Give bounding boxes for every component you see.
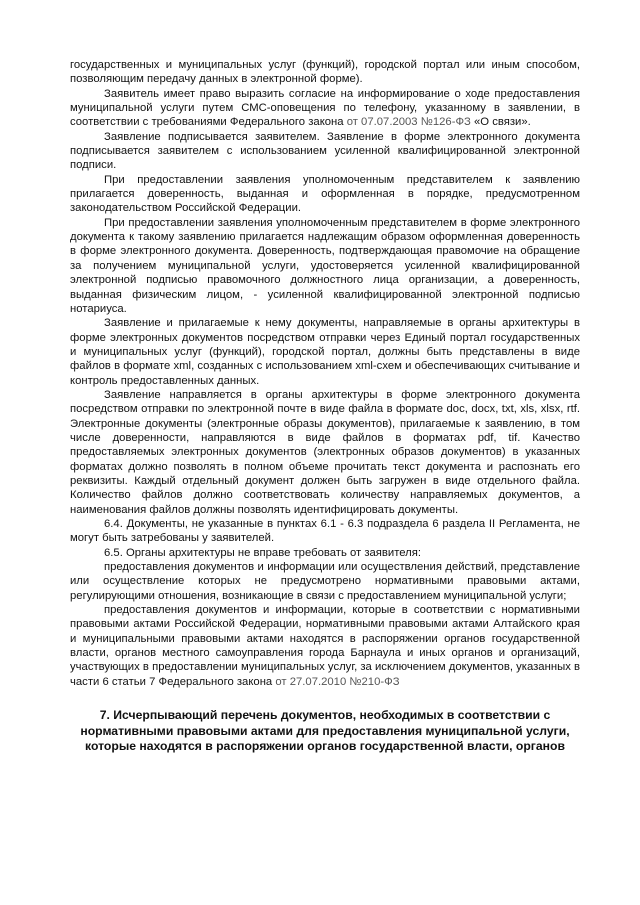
paragraph-6: Заявление и прилагаемые к нему документы, направляемые в органы архитектуры в форме электронных документов посредством отправки через Единый портал государственных и муниципальных услуг (функций), городской портал, должны быть представлены в виде файлов в формате xml, созданных с использованием xml-схем и обеспечивающих считывание и контроль предоставленных данных.: [70, 317, 580, 387]
paragraph-4: При предоставлении заявления уполномоченным представителем к заявлению прилагается доверенность, выданная и оформленная в порядке, предусмотренном законодательством Российской Федерации.: [70, 173, 580, 215]
document-page: [70, 58, 580, 755]
law-reference-link[interactable]: от 27.07.2010 №210-ФЗ: [275, 675, 400, 688]
paragraph-11: предоставления документов и информации, которые в соответствии с нормативными правовыми актами Российской Федерации, нормативными правовыми актами Алтайского края и муниципальными правовыми актами находятся в распоряжении органов государственной власти, органов местного самоуправления города Барнаула и иных органов и организаций, участвующих в предоставлении муниципальных услуг, за исключением документов, указанных в части 6 статьи 7 Федерального закона от 27.07.2010 №210-ФЗ: [70, 604, 580, 688]
section-heading: 7. Исчерпывающий перечень документов, необходимых в соответствии с нормативными правовыми актами для предоставления муниципальной услуги, которые находятся в распоряжении органов государственной власти, органов: [80, 708, 570, 754]
paragraph-7: Заявление направляется в органы архитектуры в форме электронного документа посредством отправки по электронной почте в виде файла в формате doc, docx, txt, xls, xlsx, rtf. Электронные документы (электронные образы документов), прилагаемые к заявлению, в том числе доверенности, направляются в виде файлов в форматах pdf, tif. Качество предоставляемых электронных документов (электронных образов документов) в указанных форматах должно позволять в полном объеме прочитать текст документа и распознать его реквизиты. Каждый отдельный документ должен быть загружен в виде отдельного файла. Количество файлов должно соответствовать количеству направляемых документов, а наименования файлов должны позволять идентифицировать документы.: [70, 388, 580, 516]
paragraph-2: Заявитель имеет право выразить согласие на информирование о ходе предоставления муниципальной услуги путем СМС-оповещения по телефону, указанному в заявлении, в соответствии с требованиями Федерального закона от 07.07.2003 №126-ФЗ «О связи».: [70, 87, 580, 129]
paragraph-5: При предоставлении заявления уполномоченным представителем в форме электронного документа к такому заявлению прилагается надлежащим образом оформленная доверенность в форме электронного документа. Доверенность, подтверждающая правомочие на обращение за получением муниципальной услуги, удостоверяется усиленной квалифицированной электронной подписью правомочного должностного лица организации, а доверенность, выданная физическим лицом, - усиленной квалифицированной электронной подписью нотариуса.: [70, 216, 580, 315]
paragraph-3: Заявление подписывается заявителем. Заявление в форме электронного документа подписывается заявителем с использованием усиленной квалифицированной электронной подписи.: [70, 130, 580, 172]
law-reference-link[interactable]: от 07.07.2003 №126-ФЗ: [346, 116, 471, 129]
paragraph-1: государственных и муниципальных услуг (функций), городской портал или иным способом, позволяющим передачу данных в электронной форме).: [70, 59, 580, 86]
paragraph-9: 6.5. Органы архитектуры не вправе требовать от заявителя:: [104, 546, 422, 559]
paragraph-10: предоставления документов и информации или осуществления действий, представление или осуществление которых не предусмотрено нормативными правовыми актами, регулирующими отношения, возникающие в связи с предоставлением муниципальной услуги;: [70, 561, 580, 602]
paragraph-8: 6.4. Документы, не указанные в пунктах 6.1 - 6.3 подраздела 6 раздела ІІ Регламента, не могут быть затребованы у заявителей.: [70, 518, 580, 545]
